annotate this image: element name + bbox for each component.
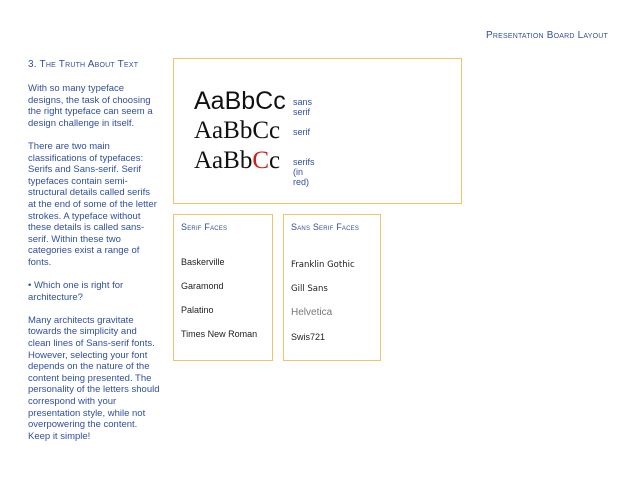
sample-glyphs-sans-serif: AaBbCc bbox=[194, 87, 286, 115]
page-header-title: Presentation Board Layout bbox=[485, 30, 608, 41]
list-item: Baskerville bbox=[181, 257, 225, 267]
paragraph-classifications: There are two main classifications of typefaces: Serifs and Sans-serif. Serif typefaces contain semi-structural details called serifs at the end of some of the letter strokes. A typeface without these details is called sans-serif. Within these two categories exist a range of fonts. bbox=[28, 140, 157, 268]
paragraph-intro: With so many typeface designs, the task of choosing the right typeface can seem a design challenge in itself. bbox=[28, 83, 153, 129]
sans-serif-faces-list bbox=[291, 259, 355, 355]
paragraph-conclusion: Many architects gravitate towards the simplicity and clean lines of Sans-serif fonts. However, selecting your font depends on the nature of the content being presented. The personality of the letters should correspond with your presentation style, while not overpowering the content. Keep it simple! bbox=[28, 314, 160, 442]
list-item: Palatino bbox=[181, 305, 214, 315]
sample-label-serifs-red: serifs (in red) bbox=[293, 157, 315, 187]
list-item: Times New Roman bbox=[181, 329, 258, 339]
list-item: Garamond bbox=[181, 281, 224, 291]
glyphs-after: c bbox=[269, 147, 281, 174]
list-item: Franklin Gothic bbox=[291, 260, 355, 270]
section-title: 3. The Truth About Text bbox=[28, 59, 139, 70]
list-item: Swis721 bbox=[291, 332, 326, 342]
glyphs-red-highlight: C bbox=[252, 147, 270, 174]
sample-glyphs-serif: AaBbCc bbox=[194, 117, 281, 144]
serif-faces-panel bbox=[173, 214, 273, 361]
typeface-sample-panel bbox=[173, 58, 462, 204]
sample-label-serif: serif bbox=[293, 127, 311, 137]
body-text bbox=[28, 83, 160, 454]
list-item: Gill Sans bbox=[291, 284, 328, 294]
serif-faces-list bbox=[181, 256, 257, 352]
sans-serif-faces-panel bbox=[283, 214, 381, 361]
sample-glyphs-serifs-red bbox=[194, 147, 280, 175]
serif-faces-title: Serif Faces bbox=[181, 222, 228, 232]
glyphs-before: AaBb bbox=[194, 147, 253, 174]
sample-label-sans-serif: sans serif bbox=[293, 97, 313, 117]
sans-serif-faces-title: Sans Serif Faces bbox=[291, 222, 360, 232]
list-item: Helvetica bbox=[291, 307, 333, 318]
paragraph-question: • Which one is right for architecture? bbox=[28, 280, 124, 303]
